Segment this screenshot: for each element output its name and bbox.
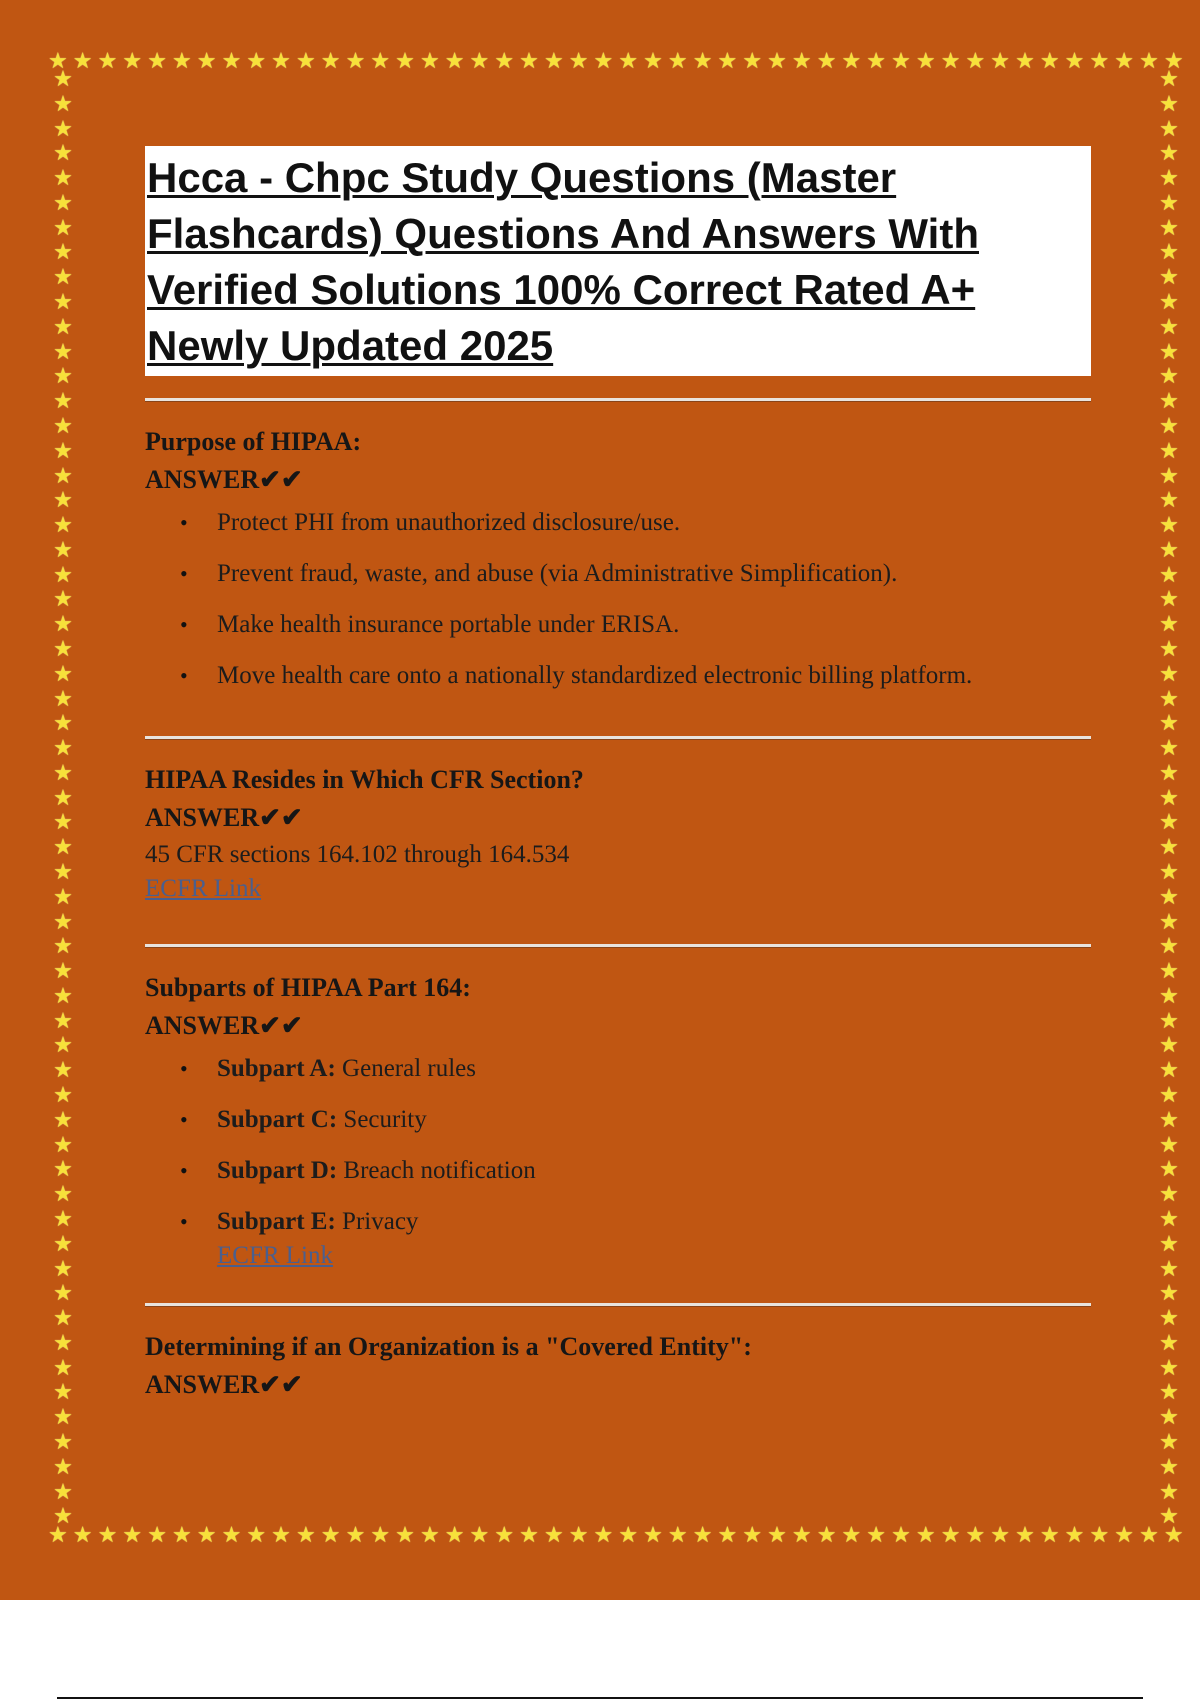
star-icon: ★ [53, 908, 73, 934]
subpart-label: Subpart C: [217, 1106, 338, 1133]
star-icon: ★ [519, 48, 539, 73]
star-icon: ★ [1159, 1082, 1179, 1108]
star-icon: ★ [53, 735, 73, 761]
star-icon: ★ [568, 48, 589, 73]
star-icon: ★ [53, 214, 73, 240]
star-icon: ★ [1159, 834, 1179, 860]
star-icon: ★ [519, 1522, 539, 1547]
star-icon: ★ [1159, 1379, 1179, 1405]
star-icon: ★ [1159, 908, 1179, 934]
star-icon: ★ [494, 48, 515, 73]
star-icon: ★ [1159, 1032, 1179, 1058]
star-icon: ★ [53, 1379, 73, 1405]
star-icon: ★ [1159, 1305, 1179, 1331]
star-icon: ★ [1159, 635, 1179, 661]
star-icon: ★ [246, 1522, 267, 1547]
star-icon: ★ [1015, 1522, 1035, 1547]
star-icon: ★ [53, 660, 73, 686]
star-icon: ★ [53, 1280, 73, 1306]
star-icon: ★ [53, 710, 73, 736]
star-icon: ★ [1159, 512, 1179, 538]
star-icon: ★ [53, 635, 73, 661]
star-icon: ★ [395, 1522, 415, 1547]
star-icon: ★ [53, 90, 73, 116]
star-icon: ★ [866, 48, 887, 73]
star-icon: ★ [717, 48, 738, 73]
star-icon: ★ [1159, 1329, 1179, 1355]
star-icon: ★ [53, 611, 73, 637]
star-icon: ★ [742, 48, 763, 73]
question-text: Subparts of HIPAA Part 164: [145, 973, 471, 1002]
star-icon: ★ [1089, 48, 1110, 73]
star-icon: ★ [196, 1522, 217, 1547]
star-icon: ★ [1159, 115, 1179, 141]
list-item [217, 1052, 1091, 1086]
star-icon: ★ [618, 48, 639, 73]
star-icon: ★ [53, 1106, 73, 1132]
star-icon: ★ [1159, 1156, 1179, 1182]
star-icon: ★ [246, 48, 267, 73]
star-icon: ★ [395, 48, 415, 73]
star-icon: ★ [53, 289, 73, 315]
star-icon: ★ [320, 48, 341, 73]
star-icon: ★ [816, 48, 837, 73]
star-icon: ★ [1159, 1057, 1179, 1083]
star-icon: ★ [717, 1522, 738, 1547]
qa-section-covered-entity [145, 1307, 1091, 1427]
star-icon: ★ [1114, 48, 1134, 73]
star-icon: ★ [1159, 1106, 1179, 1132]
ecfr-link[interactable]: ECFR Link [145, 875, 261, 902]
star-icon: ★ [1139, 48, 1159, 73]
star-icon: ★ [196, 48, 217, 73]
star-icon: ★ [53, 1478, 73, 1504]
star-icon: ★ [1089, 1522, 1110, 1547]
star-icon: ★ [1159, 784, 1179, 810]
title-box [145, 146, 1091, 376]
star-icon: ★ [1159, 735, 1179, 761]
star-icon: ★ [1064, 1522, 1085, 1547]
star-icon: ★ [1159, 1181, 1179, 1207]
star-icon: ★ [53, 834, 73, 860]
subpart-description: General rules [335, 1055, 477, 1082]
star-icon: ★ [53, 462, 73, 488]
star-icon: ★ [345, 1522, 366, 1547]
star-icon: ★ [568, 1522, 589, 1547]
star-icon: ★ [767, 48, 787, 73]
star-icon: ★ [742, 1522, 763, 1547]
star-icon: ★ [53, 388, 73, 414]
star-icon: ★ [543, 48, 564, 73]
star-icon: ★ [147, 1522, 167, 1547]
ecfr-link[interactable]: ECFR Link [217, 1242, 333, 1269]
star-icon: ★ [965, 48, 986, 73]
star-icon: ★ [1159, 363, 1179, 389]
star-icon: ★ [320, 1522, 341, 1547]
footer-rule [57, 1697, 1143, 1699]
qa-section-purpose [145, 402, 1091, 736]
star-icon: ★ [1159, 1131, 1179, 1157]
answer-label: ANSWER✔✔ [145, 465, 303, 494]
subpart-description: Breach notification [337, 1157, 536, 1184]
list-item: • Make health insurance portable under ERISA. [217, 608, 1091, 642]
star-icon: ★ [1159, 561, 1179, 587]
star-icon: ★ [1114, 1522, 1134, 1547]
star-icon: ★ [53, 1354, 73, 1380]
star-icon: ★ [816, 1522, 837, 1547]
star-icon: ★ [593, 48, 614, 73]
star-icon: ★ [295, 48, 316, 73]
star-icon: ★ [53, 1032, 73, 1058]
star-icon: ★ [1159, 536, 1179, 562]
star-icon: ★ [53, 586, 73, 612]
star-icon: ★ [494, 1522, 515, 1547]
star-icon: ★ [593, 1522, 614, 1547]
star-icon: ★ [667, 1522, 688, 1547]
star-icon: ★ [1159, 1230, 1179, 1256]
star-icon: ★ [53, 982, 73, 1008]
star-icon: ★ [915, 48, 936, 73]
star-icon: ★ [891, 1522, 911, 1547]
answer-text: 45 CFR sections 164.102 through 164.534 [145, 841, 570, 868]
star-icon: ★ [692, 48, 713, 73]
star-icon: ★ [841, 1522, 862, 1547]
answer-label: ANSWER✔✔ [145, 803, 303, 832]
star-icon: ★ [53, 809, 73, 835]
star-icon: ★ [53, 1181, 73, 1207]
star-icon: ★ [53, 140, 73, 166]
star-icon: ★ [1163, 1522, 1184, 1547]
star-icon: ★ [643, 1522, 663, 1547]
star-icon: ★ [1159, 982, 1179, 1008]
star-icon: ★ [1159, 264, 1179, 290]
star-icon: ★ [53, 883, 73, 909]
question-text: Determining if an Organization is a "Covered Entity": [145, 1332, 752, 1361]
star-icon: ★ [53, 1255, 73, 1281]
star-icon: ★ [53, 437, 73, 463]
star-icon: ★ [53, 338, 73, 364]
star-icon: ★ [1159, 611, 1179, 637]
qa-section-subparts [145, 948, 1091, 1303]
star-icon: ★ [295, 1522, 316, 1547]
star-icon: ★ [1159, 1255, 1179, 1281]
star-icon: ★ [469, 48, 490, 73]
star-icon: ★ [990, 48, 1011, 73]
subpart-label: Subpart E: [217, 1208, 336, 1235]
star-icon: ★ [53, 1156, 73, 1182]
star-icon: ★ [692, 1522, 713, 1547]
star-icon: ★ [48, 48, 68, 73]
star-icon: ★ [147, 48, 167, 73]
list-item [217, 1103, 1091, 1137]
star-icon: ★ [1159, 412, 1179, 438]
star-icon: ★ [1039, 48, 1060, 73]
star-icon: ★ [53, 1205, 73, 1231]
star-icon: ★ [915, 1522, 936, 1547]
star-icon: ★ [940, 1522, 961, 1547]
star-icon: ★ [221, 48, 242, 73]
star-border-right [1154, 68, 1184, 1528]
star-icon: ★ [543, 1522, 564, 1547]
star-icon: ★ [53, 1404, 73, 1430]
star-icon: ★ [97, 48, 118, 73]
star-icon: ★ [48, 1522, 68, 1547]
star-icon: ★ [1159, 859, 1179, 884]
star-icon: ★ [53, 165, 73, 191]
star-border-top [48, 46, 1184, 76]
star-icon: ★ [469, 1522, 490, 1547]
star-icon: ★ [53, 784, 73, 810]
star-icon: ★ [1139, 1522, 1159, 1547]
star-icon: ★ [53, 1329, 73, 1355]
star-icon: ★ [791, 48, 812, 73]
star-icon: ★ [53, 66, 73, 91]
star-icon: ★ [1159, 1478, 1179, 1504]
star-border-left [48, 68, 78, 1528]
star-icon: ★ [1159, 586, 1179, 612]
star-icon: ★ [53, 1082, 73, 1108]
list-item: • Prevent fraud, waste, and abuse (via Administrative Simplification). [217, 557, 1091, 591]
star-icon: ★ [1159, 1007, 1179, 1033]
star-icon: ★ [1159, 660, 1179, 686]
star-icon: ★ [370, 1522, 391, 1547]
star-icon: ★ [841, 48, 862, 73]
star-icon: ★ [53, 1428, 73, 1454]
star-icon: ★ [444, 1522, 465, 1547]
star-icon: ★ [72, 1522, 93, 1547]
star-icon: ★ [667, 48, 688, 73]
star-icon: ★ [53, 512, 73, 538]
list-item [217, 1205, 1091, 1273]
answer-bullet-list [145, 506, 1091, 693]
star-icon: ★ [53, 933, 73, 959]
star-icon: ★ [271, 48, 291, 73]
star-icon: ★ [171, 1522, 192, 1547]
star-icon: ★ [171, 48, 192, 73]
star-icon: ★ [1159, 883, 1179, 909]
star-icon: ★ [1159, 338, 1179, 364]
star-icon: ★ [53, 859, 73, 884]
star-icon: ★ [53, 1230, 73, 1256]
list-item [217, 1154, 1091, 1188]
question-text: Purpose of HIPAA: [145, 427, 362, 456]
document-title: Hcca - Chpc Study Questions (Master Flashcards) Questions And Answers With Verified Solutions 100% Correct Rated A+ Newly Updated 2025 [147, 154, 979, 369]
star-icon: ★ [122, 1522, 143, 1547]
star-icon: ★ [1039, 1522, 1060, 1547]
list-item: • Protect PHI from unauthorized disclosure/use. [217, 506, 1091, 540]
star-icon: ★ [53, 264, 73, 290]
star-icon: ★ [345, 48, 366, 73]
subpart-list [145, 1052, 1091, 1273]
star-icon: ★ [53, 313, 73, 339]
star-icon: ★ [891, 48, 911, 73]
star-icon: ★ [1159, 388, 1179, 414]
star-icon: ★ [370, 48, 391, 73]
star-icon: ★ [53, 1007, 73, 1033]
document-content [145, 146, 1091, 1427]
star-icon: ★ [221, 1522, 242, 1547]
star-icon: ★ [53, 958, 73, 984]
star-icon: ★ [866, 1522, 887, 1547]
star-icon: ★ [618, 1522, 639, 1547]
question-text: HIPAA Resides in Which CFR Section? [145, 765, 584, 794]
star-icon: ★ [53, 412, 73, 438]
star-icon: ★ [791, 1522, 812, 1547]
star-icon: ★ [53, 1057, 73, 1083]
star-icon: ★ [1064, 48, 1085, 73]
star-icon: ★ [1159, 710, 1179, 736]
star-icon: ★ [1159, 214, 1179, 240]
star-icon: ★ [53, 759, 73, 785]
star-icon: ★ [1159, 66, 1179, 91]
star-icon: ★ [53, 363, 73, 389]
star-icon: ★ [1159, 140, 1179, 166]
star-icon: ★ [271, 1522, 291, 1547]
star-icon: ★ [1159, 313, 1179, 339]
star-icon: ★ [53, 1305, 73, 1331]
star-icon: ★ [1159, 1404, 1179, 1430]
star-icon: ★ [53, 115, 73, 141]
star-icon: ★ [990, 1522, 1011, 1547]
star-icon: ★ [1163, 48, 1184, 73]
star-icon: ★ [444, 48, 465, 73]
star-icon: ★ [1159, 1280, 1179, 1306]
star-icon: ★ [122, 48, 143, 73]
star-icon: ★ [940, 48, 961, 73]
subpart-description: Privacy [335, 1208, 419, 1235]
star-icon: ★ [1159, 462, 1179, 488]
star-icon: ★ [53, 487, 73, 513]
star-icon: ★ [1159, 437, 1179, 463]
star-icon: ★ [1159, 759, 1179, 785]
star-icon: ★ [1159, 1503, 1179, 1529]
star-icon: ★ [72, 48, 93, 73]
star-icon: ★ [53, 1453, 73, 1479]
star-icon: ★ [1159, 1453, 1179, 1479]
star-icon: ★ [53, 239, 73, 265]
qa-section-cfr [145, 740, 1091, 944]
star-icon: ★ [97, 1522, 118, 1547]
answer-label: ANSWER✔✔ [145, 1370, 303, 1399]
answer-label: ANSWER✔✔ [145, 1011, 303, 1040]
star-icon: ★ [1159, 958, 1179, 984]
star-icon: ★ [767, 1522, 787, 1547]
star-icon: ★ [1159, 933, 1179, 959]
star-icon: ★ [53, 189, 73, 215]
star-icon: ★ [643, 48, 663, 73]
star-border-bottom [48, 1520, 1184, 1550]
star-icon: ★ [965, 1522, 986, 1547]
star-icon: ★ [53, 536, 73, 562]
subpart-description: Security [337, 1106, 427, 1133]
star-icon: ★ [53, 1131, 73, 1157]
star-icon: ★ [53, 685, 73, 711]
star-icon: ★ [1159, 165, 1179, 191]
star-icon: ★ [53, 1503, 73, 1529]
star-icon: ★ [1159, 289, 1179, 315]
star-icon: ★ [1159, 1354, 1179, 1380]
star-icon: ★ [1015, 48, 1035, 73]
star-icon: ★ [1159, 1428, 1179, 1454]
star-icon: ★ [1159, 1205, 1179, 1231]
star-icon: ★ [419, 48, 440, 73]
star-icon: ★ [53, 561, 73, 587]
star-icon: ★ [1159, 809, 1179, 835]
subpart-label: Subpart A: [217, 1055, 336, 1082]
subpart-label: Subpart D: [217, 1157, 338, 1184]
star-icon: ★ [1159, 239, 1179, 265]
list-item: • Move health care onto a nationally standardized electronic billing platform. [217, 659, 1091, 693]
star-icon: ★ [1159, 487, 1179, 513]
star-icon: ★ [1159, 685, 1179, 711]
star-icon: ★ [1159, 189, 1179, 215]
star-icon: ★ [1159, 90, 1179, 116]
star-icon: ★ [419, 1522, 440, 1547]
